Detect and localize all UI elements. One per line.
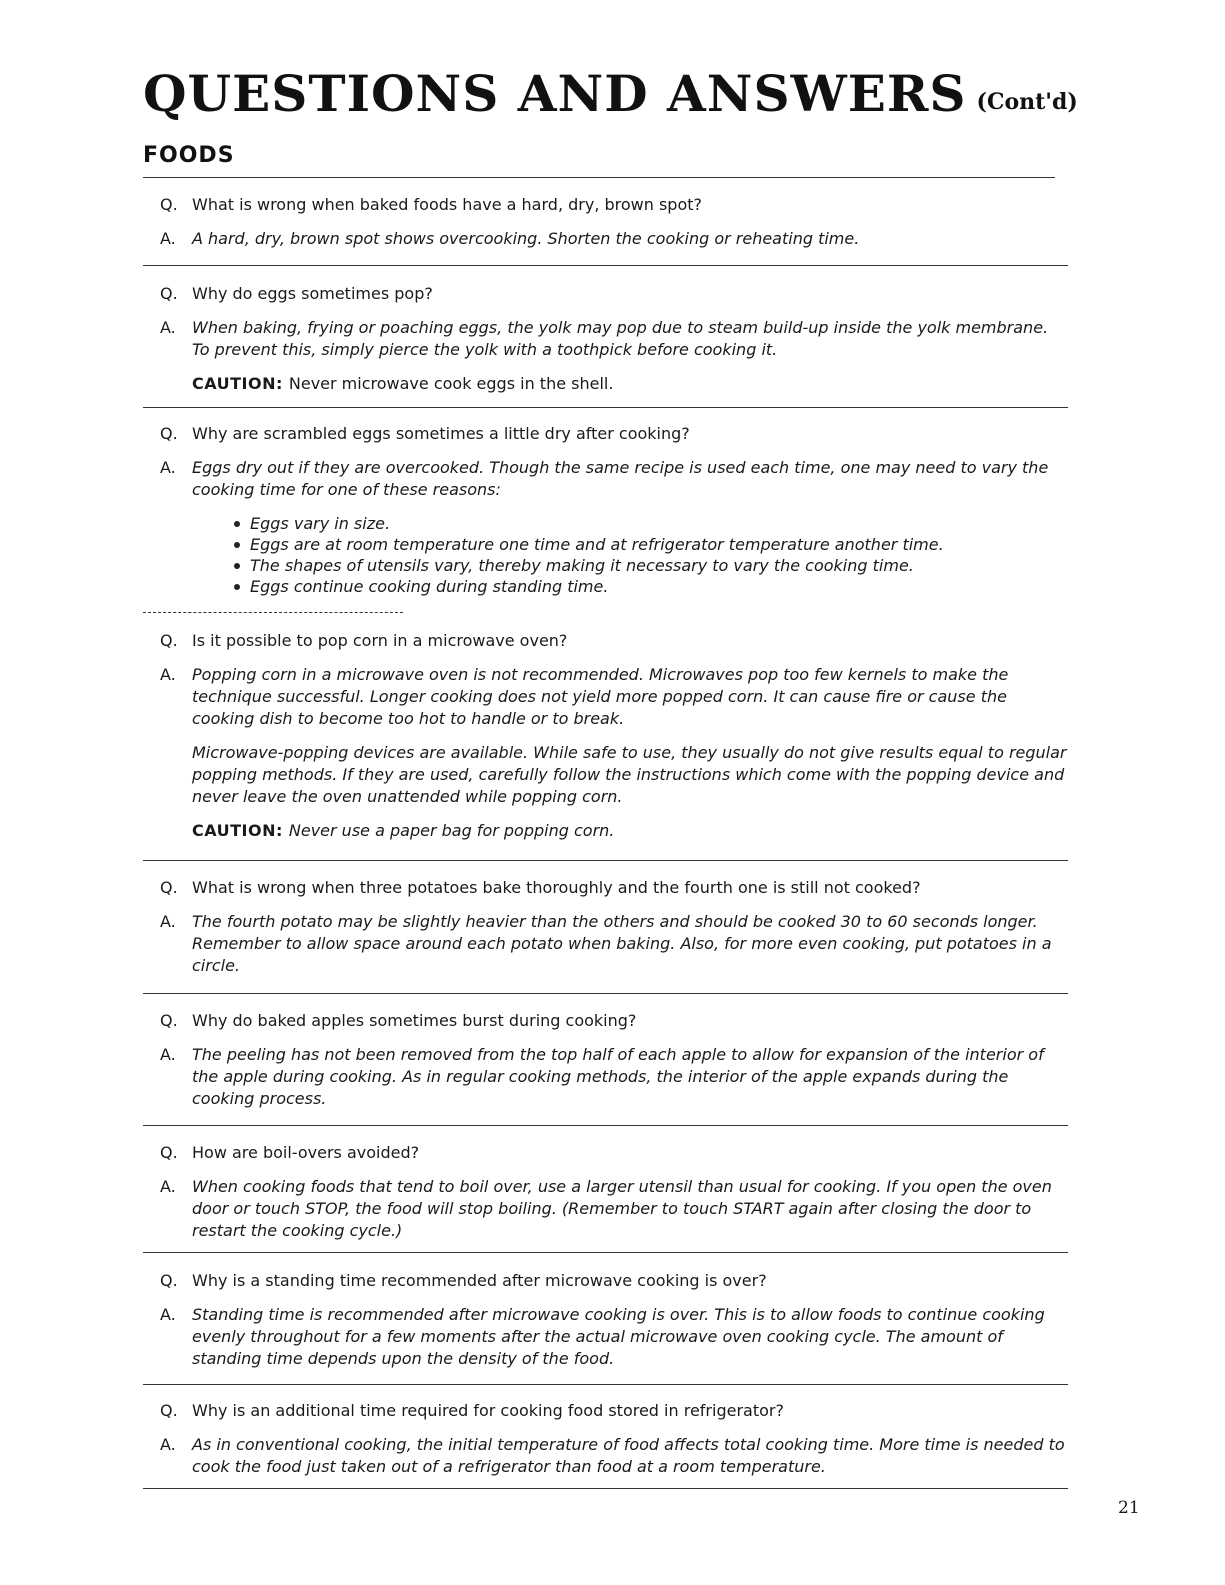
question-text: Why are scrambled eggs sometimes a little dry after cooking? [192,424,690,443]
divider [143,860,1068,861]
answer [160,457,1070,501]
question [160,194,1070,216]
q-label: Q. [160,1011,178,1030]
question-text: What is wrong when baked foods have a hard, dry, brown spot? [192,195,703,214]
caution-label: CAUTION: [192,374,283,393]
q-label: Q. [160,1401,178,1420]
qa-item [160,1270,1070,1370]
qa-item [160,1010,1070,1110]
answer-text: As in conventional cooking, the initial temperature of food affects total cooking time. More time is needed to cook the food just taken out of a refrigerator than food at a room temperature. [192,1435,1065,1476]
answer-text: Standing time is recommended after microwave cooking is over. This is to allow foods to continue cooking evenly throughout for a few moments after the actual microwave oven cooking cycle. The amount of standing time depends upon the density of the food. [192,1305,1045,1368]
question-text: Why do baked apples sometimes burst during cooking? [192,1011,637,1030]
list-item: Eggs vary in size. [232,513,1070,534]
q-label: Q. [160,1143,178,1162]
list-item: Eggs continue cooking during standing time. [232,576,1070,597]
answer-paragraph: Microwave-popping devices are available. While safe to use, they usually do not give results equal to regular popping methods. If they are used, carefully follow the instructions which come with the popping device and never leave the oven unattended while popping corn. [192,743,1067,806]
answer-text: A hard, dry, brown spot shows overcooking. Shorten the cooking or reheating time. [192,229,860,248]
qa-item [160,423,1070,597]
q-label: Q. [160,878,178,897]
answer [160,911,1070,977]
title-text: QUESTIONS AND ANSWERS [143,64,967,123]
answer-text: The fourth potato may be slightly heavier than the others and should be cooked 30 to 60 seconds longer. Remember to allow space around each potato when baking. Also, for more even cooking, put potatoes in a circle. [192,912,1052,975]
question-text: Why is a standing time recommended after microwave cooking is over? [192,1271,767,1290]
divider [143,265,1068,266]
reason-list [232,513,1070,597]
caution-note [192,373,1070,395]
divider [143,407,1068,408]
a-label: A. [160,1177,176,1196]
question [160,1400,1070,1422]
a-label: A. [160,912,176,931]
q-label: Q. [160,284,178,303]
caution-note [192,820,1070,842]
answer-text: When cooking foods that tend to boil over, use a larger utensil than usual for cooking. If you open the oven door or touch STOP, the food will stop boiling. (Remember to touch START again after closing the door to restart the cooking cycle.) [192,1177,1052,1240]
divider [143,1252,1068,1253]
divider [143,1125,1068,1126]
question [160,283,1070,305]
a-label: A. [160,458,176,477]
a-label: A. [160,1045,176,1064]
answer-text: When baking, frying or poaching eggs, the yolk may pop due to steam build-up inside the yolk membrane. To prevent this, simply pierce the yolk with a toothpick before cooking it. [192,318,1049,359]
a-label: A. [160,665,176,684]
question [160,1010,1070,1032]
divider [143,1488,1068,1489]
title-continued: (Cont'd) [976,89,1078,115]
a-label: A. [160,1435,176,1454]
qa-item [160,283,1070,395]
qa-item [160,1400,1070,1478]
question-text: What is wrong when three potatoes bake thoroughly and the fourth one is still not cooked? [192,878,921,897]
answer [160,317,1070,361]
question [160,877,1070,899]
question-text: Is it possible to pop corn in a microwave oven? [192,631,568,650]
answer [160,664,1070,730]
caution-label: CAUTION: [192,821,283,840]
question [160,1270,1070,1292]
q-label: Q. [160,1271,178,1290]
list-item: Eggs are at room temperature one time and at refrigerator temperature another time. [232,534,1070,555]
answer [160,1434,1070,1478]
divider [143,177,1055,178]
answer [160,1304,1070,1370]
a-label: A. [160,318,176,337]
question-text: Why is an additional time required for cooking food stored in refrigerator? [192,1401,784,1420]
caution-text: Never microwave cook eggs in the shell. [288,374,614,393]
answer-text: Eggs dry out if they are overcooked. Though the same recipe is used each time, one may need to vary the cooking time for one of these reasons: [192,458,1049,499]
a-label: A. [160,229,176,248]
qa-item [160,630,1070,842]
page-title [143,64,1078,123]
question [160,423,1070,445]
question-text: Why do eggs sometimes pop? [192,284,433,303]
qa-item [160,1142,1070,1242]
answer-text: Popping corn in a microwave oven is not recommended. Microwaves pop too few kernels to make the technique successful. Longer cooking does not yield more popped corn. It can cause fire or cause the cooking dish to become too hot to handle or to break. [192,665,1009,728]
qa-item [160,877,1070,977]
q-label: Q. [160,631,178,650]
caution-text: Never use a paper bag for popping corn. [288,821,615,840]
q-label: Q. [160,195,178,214]
answer [160,1176,1070,1242]
question [160,630,1070,652]
question [160,1142,1070,1164]
answer [160,1044,1070,1110]
answer [160,228,1070,250]
divider [143,1384,1068,1385]
question-text: How are boil-overs avoided? [192,1143,420,1162]
list-item: The shapes of utensils vary, thereby making it necessary to vary the cooking time. [232,555,1070,576]
page-number: 21 [1118,1498,1140,1518]
qa-item [160,194,1070,250]
divider [143,612,403,613]
answer-text: The peeling has not been removed from the top half of each apple to allow for expansion of the interior of the apple during cooking. As in regular cooking methods, the interior of the apple expands during the cooking process. [192,1045,1044,1108]
divider [143,993,1068,994]
a-label: A. [160,1305,176,1324]
q-label: Q. [160,424,178,443]
section-heading: FOODS [143,143,235,168]
